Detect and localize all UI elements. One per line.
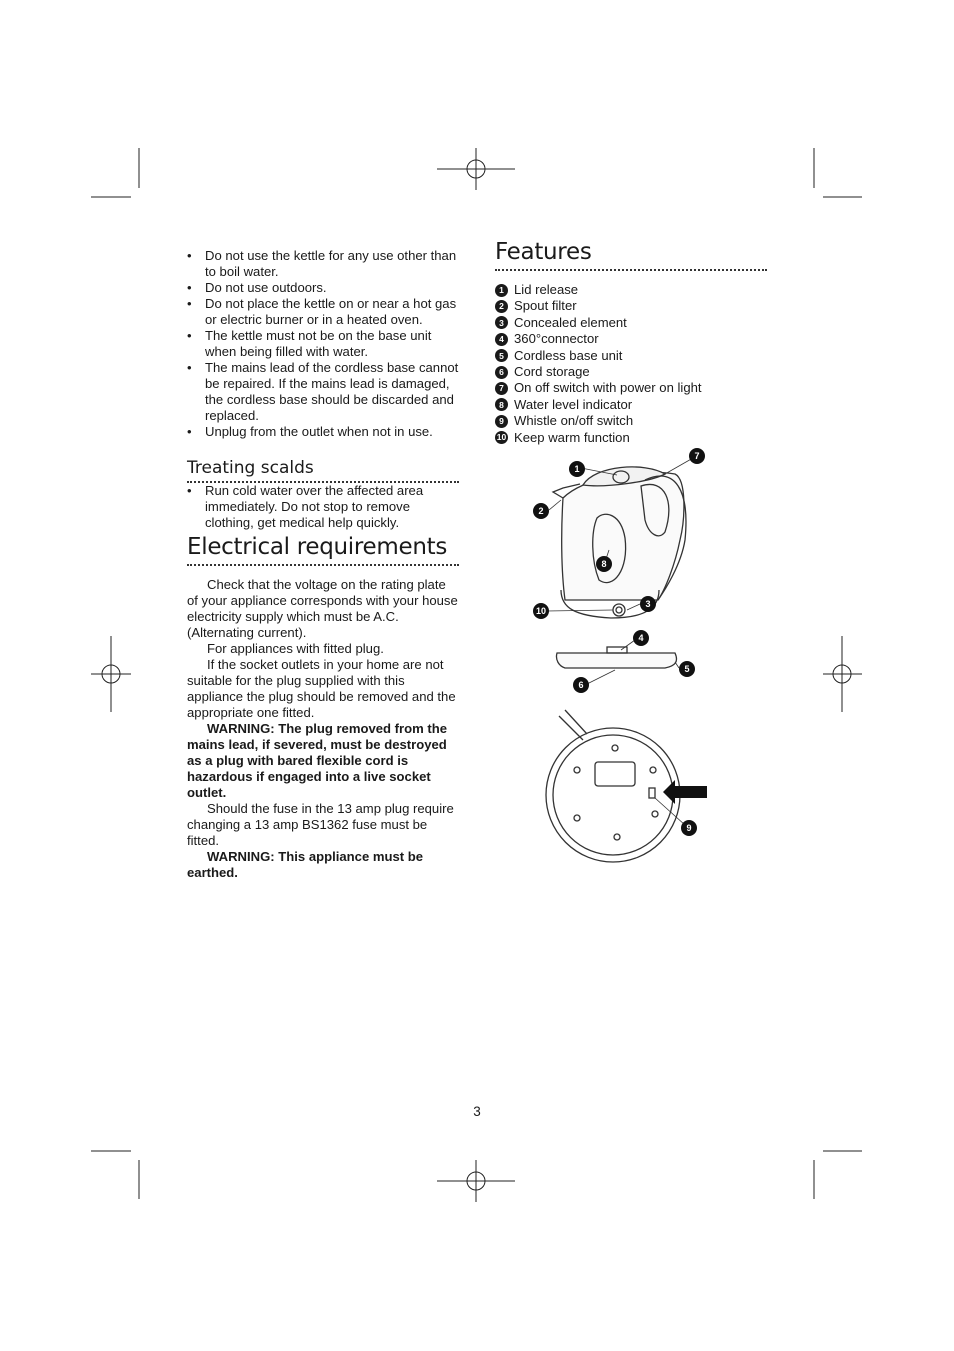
electrical-requirements-heading: Electrical requirements — [187, 531, 459, 566]
left-column — [187, 248, 459, 881]
features-heading: Features — [495, 236, 767, 271]
warning-paragraph: WARNING: The plug removed from the mains lead, if severed, must be destroyed as a plug with bared flexible cord is hazardous if engaged into a live socket outlet. — [187, 721, 448, 800]
list-item: • Unplug from the outlet when not in use. — [187, 424, 459, 440]
number-badge: 10 — [496, 432, 507, 443]
right-column — [495, 236, 767, 446]
number-badge: 8 — [495, 398, 508, 411]
callout-5: 5 — [684, 664, 690, 674]
kettle-diagram — [525, 440, 725, 870]
treating-scalds-heading: Treating scalds — [187, 457, 459, 483]
paragraph: If the socket outlets in your home are not suitable for the plug supplied with this appliance the plug should be removed and the appropriate one fitted. — [187, 657, 456, 720]
list-item: • Do not use the kettle for any use other than to boil water. — [187, 248, 459, 280]
callout-8: 8 — [601, 559, 607, 569]
feature-label: Cordless base unit — [514, 347, 623, 363]
number-badge: 5 — [495, 349, 508, 362]
list-item: • Run cold water over the affected area immediately. Do not stop to remove clothing, get medical help quickly. — [187, 483, 459, 531]
feature-item — [495, 331, 767, 347]
page-number: 3 — [473, 1104, 481, 1119]
callout-4: 4 — [638, 633, 644, 643]
callout-7: 7 — [694, 451, 700, 461]
callout-3: 3 — [645, 599, 651, 609]
number-badge: 7 — [495, 382, 508, 395]
feature-label: Water level indicator — [514, 396, 633, 412]
scalds-list — [187, 483, 459, 531]
paragraph: Check that the voltage on the rating plate of your appliance corresponds with your house electricity supply which must be A.C. (Alternating current). — [187, 577, 458, 640]
feature-label: On off switch with power on light — [514, 380, 702, 396]
list-item: • The mains lead of the cordless base cannot be repaired. If the mains lead is damaged, the cordless base should be discarded and replaced. — [187, 360, 459, 424]
number-badge: 2 — [495, 300, 508, 313]
number-badge: 3 — [495, 316, 508, 329]
number-badge: 6 — [495, 366, 508, 379]
feature-label: 360°connector — [514, 331, 599, 347]
paragraph: For appliances with fitted plug. — [207, 641, 384, 656]
feature-label: Cord storage — [514, 363, 590, 379]
feature-item — [495, 364, 767, 380]
paragraph: Should the fuse in the 13 amp plug require changing a 13 amp BS1362 fuse must be fitted. — [187, 801, 454, 848]
callout-6: 6 — [578, 680, 584, 690]
feature-item — [495, 348, 767, 364]
list-item: • Do not use outdoors. — [187, 280, 459, 296]
number-badge: 4 — [495, 333, 508, 346]
feature-label: Lid release — [514, 282, 579, 297]
list-item: • The kettle must not be on the base unit when being filled with water. — [187, 328, 459, 360]
callout-9: 9 — [686, 823, 692, 833]
callout-10: 10 — [535, 606, 547, 616]
electrical-body — [187, 577, 459, 881]
feature-item — [495, 298, 767, 314]
feature-item — [495, 397, 767, 413]
feature-item — [495, 380, 767, 396]
features-list — [495, 282, 767, 446]
feature-label: Keep warm function — [514, 429, 630, 445]
callout-1: 1 — [574, 464, 580, 474]
feature-label: Concealed element — [514, 314, 627, 330]
feature-label: Whistle on/off switch — [514, 413, 634, 429]
feature-item — [495, 413, 767, 429]
feature-item — [495, 315, 767, 331]
number-badge: 1 — [495, 284, 508, 297]
feature-label: Spout filter — [514, 298, 577, 314]
callout-2: 2 — [538, 506, 544, 516]
feature-item — [495, 282, 767, 298]
warning-paragraph: WARNING: This appliance must be earthed. — [187, 849, 424, 880]
list-item: • Do not place the kettle on or near a hot gas or electric burner or in a heated oven. — [187, 296, 459, 328]
safety-list — [187, 248, 459, 440]
number-badge: 9 — [495, 415, 508, 428]
